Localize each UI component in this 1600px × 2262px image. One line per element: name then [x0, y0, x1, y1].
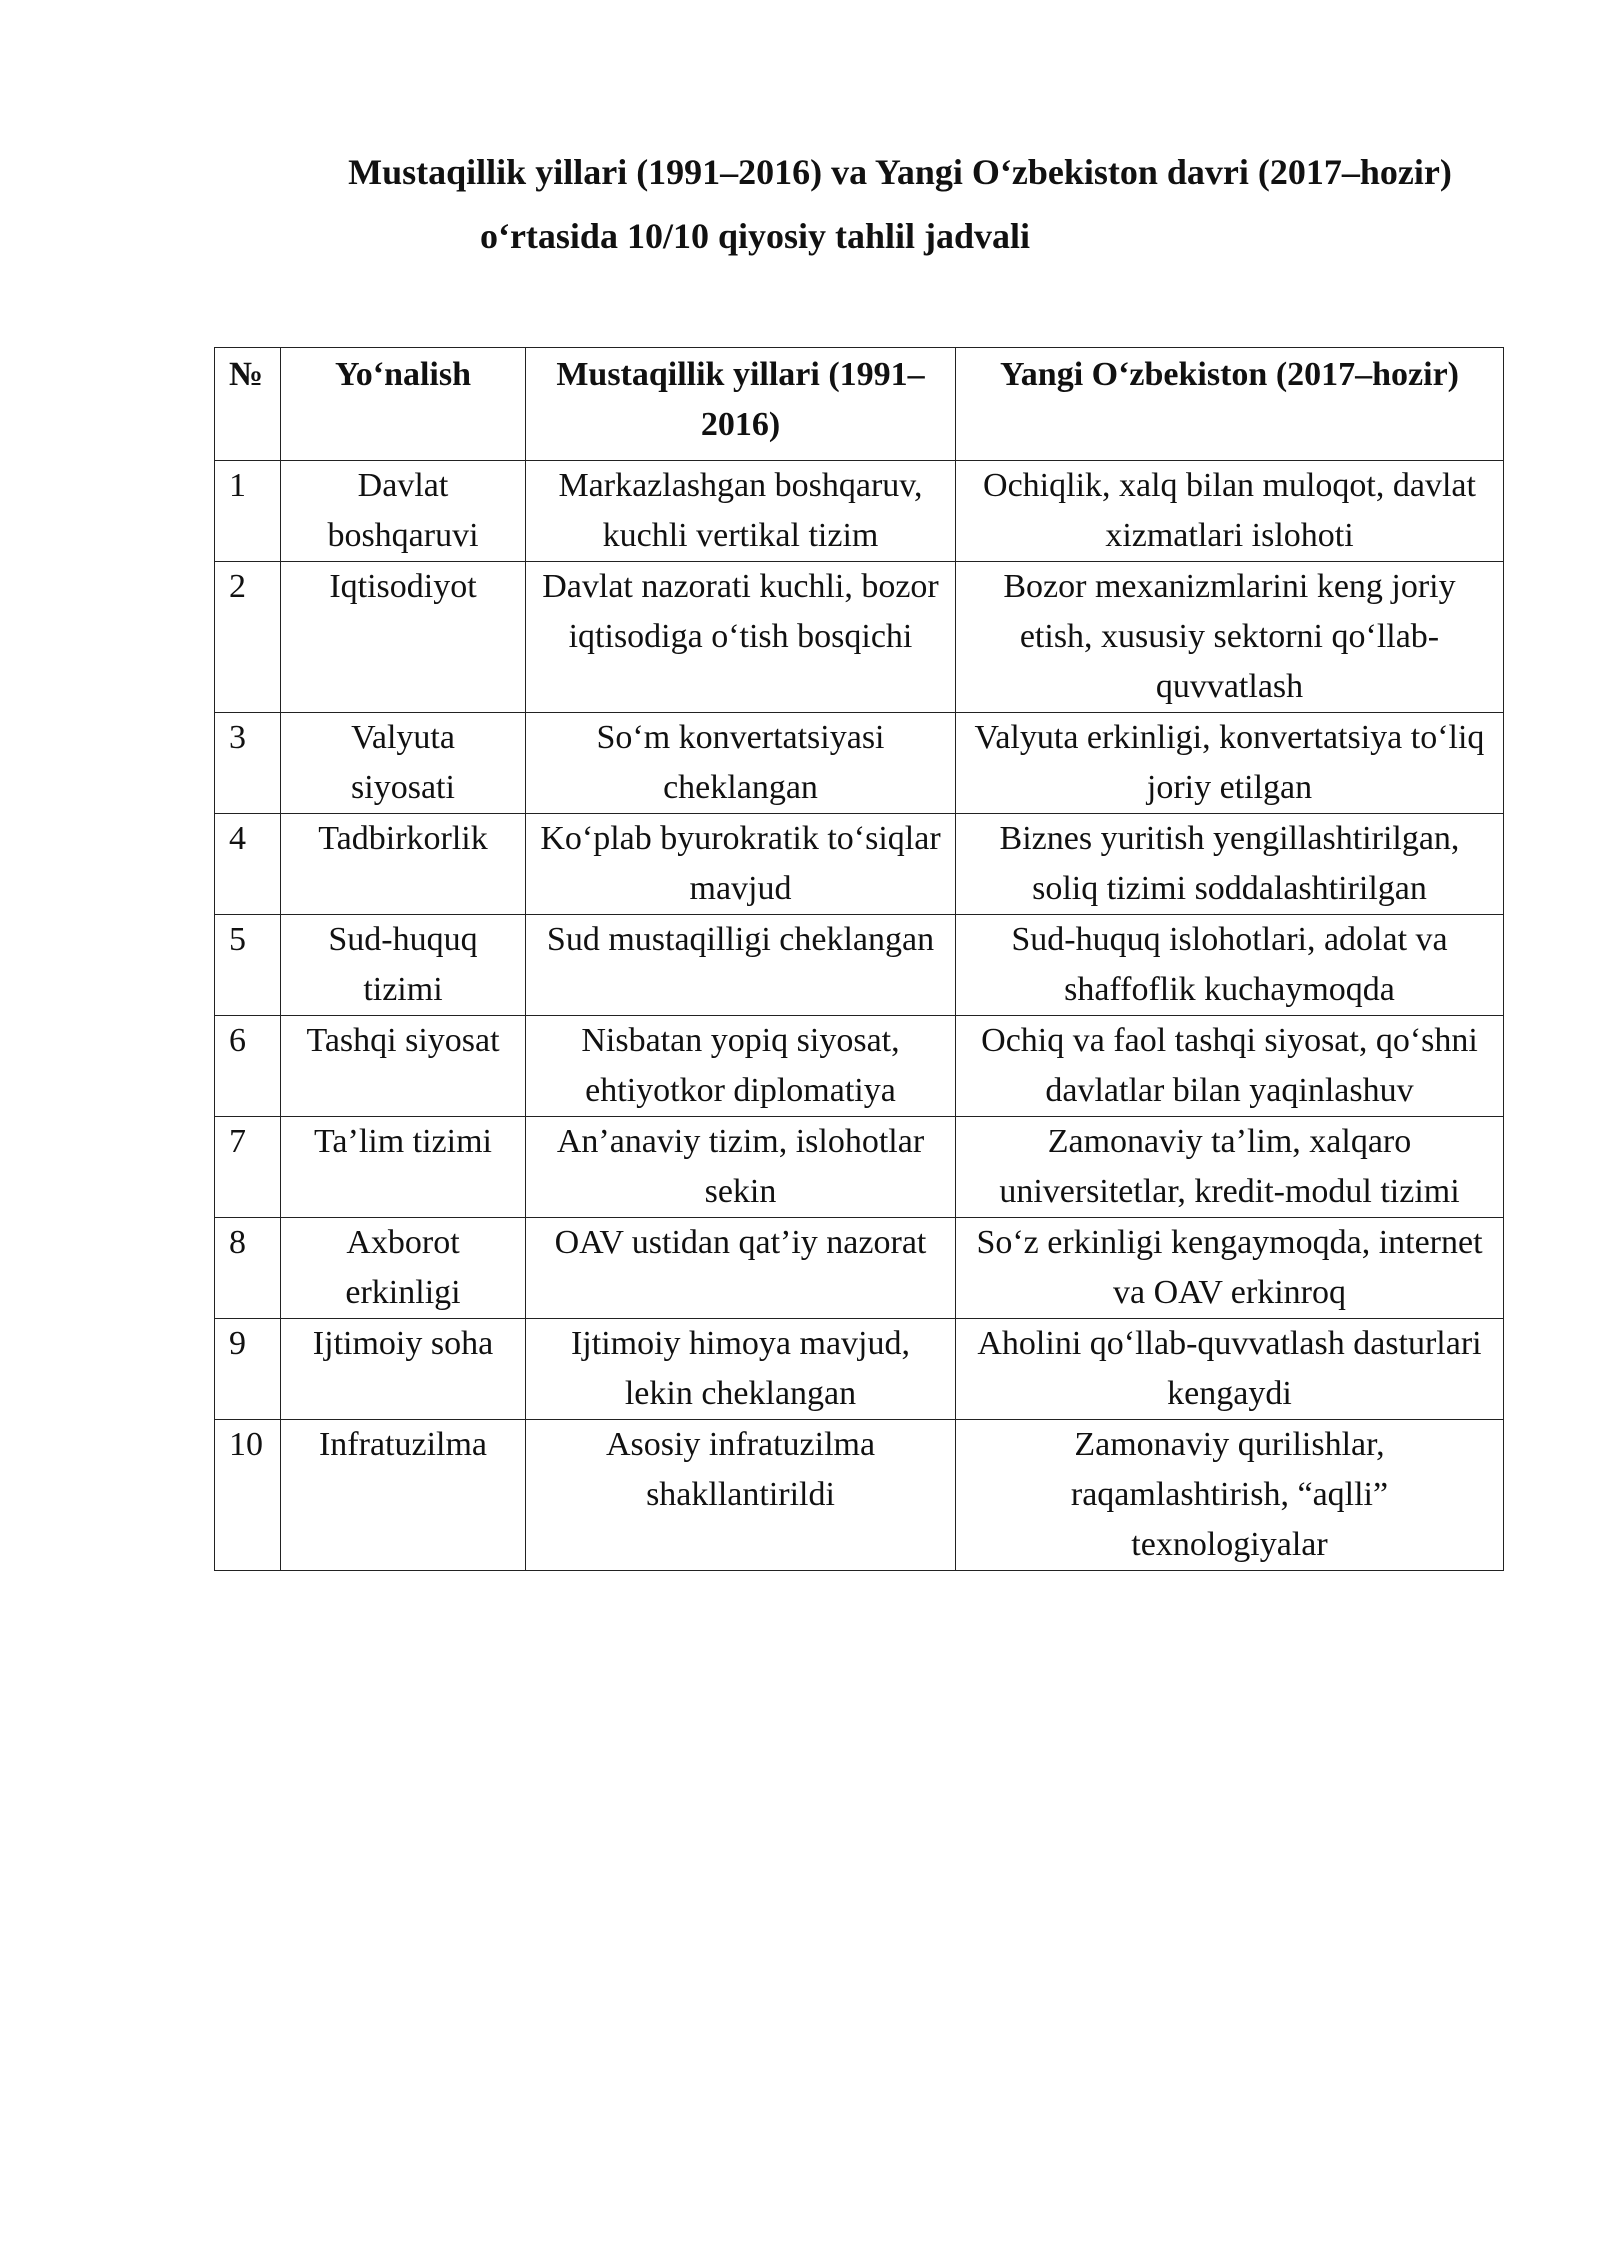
row-number: 3 [215, 713, 281, 814]
row-direction: Valyuta siyosati [281, 713, 526, 814]
row-new-uzbekistan-cell: Valyuta erkinligi, konvertatsiya to‘liq joriy etilgan [956, 713, 1504, 814]
row-independence-cell: Ijtimoiy himoya mavjud, lekin cheklangan [526, 1319, 956, 1420]
row-number: 7 [215, 1117, 281, 1218]
comparison-table [214, 347, 1504, 1571]
table-header-row [215, 348, 1504, 461]
page-title-line-1: Mustaqillik yillari (1991–2016) va Yangi O‘zbekiston davri (2017–hozir) [348, 152, 1452, 192]
row-direction: Axborot erkinligi [281, 1218, 526, 1319]
row-independence-cell: OAV ustidan qat’iy nazorat [526, 1218, 956, 1319]
row-independence-cell: Ko‘plab byurokratik to‘siqlar mavjud [526, 814, 956, 915]
table-row [215, 814, 1504, 915]
row-new-uzbekistan-cell: Ochiq va faol tashqi siyosat, qo‘shni davlatlar bilan yaqinlashuv [956, 1016, 1504, 1117]
row-number: 2 [215, 562, 281, 713]
row-independence-cell: Davlat nazorati kuchli, bozor iqtisodiga o‘tish bosqichi [526, 562, 956, 713]
row-number: 1 [215, 461, 281, 562]
row-new-uzbekistan-cell: Zamonaviy qurilishlar, raqamlashtirish, “aqlli” texnologiyalar [956, 1420, 1504, 1571]
row-number: 4 [215, 814, 281, 915]
row-direction: Iqtisodiyot [281, 562, 526, 713]
table-row [215, 1319, 1504, 1420]
row-number: 6 [215, 1016, 281, 1117]
row-independence-cell: Nisbatan yopiq siyosat, ehtiyotkor diplomatiya [526, 1016, 956, 1117]
row-new-uzbekistan-cell: Sud-huquq islohotlari, adolat va shaffoflik kuchaymoqda [956, 915, 1504, 1016]
column-header-number: № [215, 348, 281, 461]
table-row [215, 1117, 1504, 1218]
column-header-new-uzbekistan: Yangi O‘zbekiston (2017–hozir) [956, 348, 1504, 461]
row-new-uzbekistan-cell: Biznes yuritish yengillashtirilgan, soliq tizimi soddalashtirilgan [956, 814, 1504, 915]
row-direction: Tashqi siyosat [281, 1016, 526, 1117]
row-direction: Davlat boshqaruvi [281, 461, 526, 562]
row-new-uzbekistan-cell: Zamonaviy ta’lim, xalqaro universitetlar, kredit-modul tizimi [956, 1117, 1504, 1218]
table-row [215, 1218, 1504, 1319]
table-body [215, 461, 1504, 1571]
row-number: 9 [215, 1319, 281, 1420]
row-independence-cell: Sud mustaqilligi cheklangan [526, 915, 956, 1016]
row-independence-cell: So‘m konvertatsiyasi cheklangan [526, 713, 956, 814]
column-header-direction: Yo‘nalish [281, 348, 526, 461]
row-new-uzbekistan-cell: Aholini qo‘llab-quvvatlash dasturlari kengaydi [956, 1319, 1504, 1420]
row-independence-cell: An’anaviy tizim, islohotlar sekin [526, 1117, 956, 1218]
column-header-independence-years: Mustaqillik yillari (1991–2016) [526, 348, 956, 461]
row-direction: Infratuzilma [281, 1420, 526, 1571]
table-row [215, 713, 1504, 814]
table-row [215, 1016, 1504, 1117]
page-title-line-2: o‘rtasida 10/10 qiyosiy tahlil jadvali [479, 216, 1031, 256]
row-number: 10 [215, 1420, 281, 1571]
table-row [215, 915, 1504, 1016]
row-number: 5 [215, 915, 281, 1016]
row-new-uzbekistan-cell: Bozor mexanizmlarini keng joriy etish, xususiy sektorni qo‘llab-quvvatlash [956, 562, 1504, 713]
table-row [215, 461, 1504, 562]
row-new-uzbekistan-cell: So‘z erkinligi kengaymoqda, internet va OAV erkinroq [956, 1218, 1504, 1319]
row-direction: Sud-huquq tizimi [281, 915, 526, 1016]
page-title [300, 140, 1500, 268]
row-number: 8 [215, 1218, 281, 1319]
row-independence-cell: Asosiy infratuzilma shakllantirildi [526, 1420, 956, 1571]
row-direction: Tadbirkorlik [281, 814, 526, 915]
table-row [215, 1420, 1504, 1571]
row-direction: Ta’lim tizimi [281, 1117, 526, 1218]
row-new-uzbekistan-cell: Ochiqlik, xalq bilan muloqot, davlat xizmatlari islohoti [956, 461, 1504, 562]
row-independence-cell: Markazlashgan boshqaruv, kuchli vertikal tizim [526, 461, 956, 562]
table-row [215, 562, 1504, 713]
row-direction: Ijtimoiy soha [281, 1319, 526, 1420]
table-header [215, 348, 1504, 461]
